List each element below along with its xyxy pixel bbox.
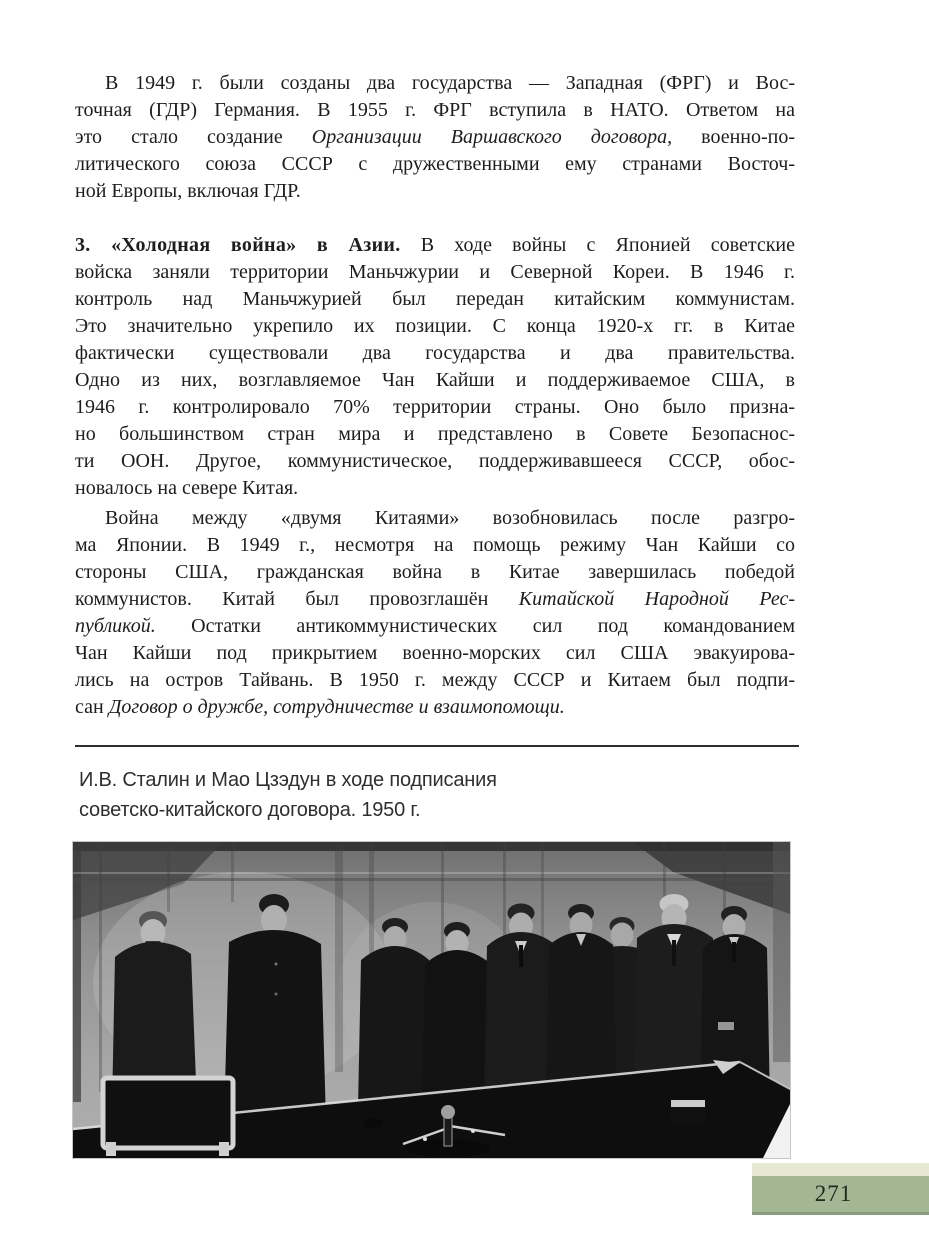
- text-line: но большинством стран мира и представлено в Совете Безопаснос-: [75, 423, 795, 445]
- page-number-box: [752, 1163, 929, 1218]
- text-line: Одно из них, возглавляемое Чан Кайши и поддерживаемое США, в: [75, 369, 795, 391]
- treaty-signing-photo: [73, 842, 790, 1158]
- page-number: 271: [814, 1181, 853, 1206]
- chair: [103, 1078, 233, 1156]
- text-line: ной Европы, включая ГДР.: [75, 180, 301, 202]
- text-line: сан Договор о дружбе, сотрудничестве и взаимопомощи.: [75, 696, 565, 718]
- text-line: лись на остров Тайвань. В 1950 г. между СССР и Китаем был подпи-: [75, 669, 795, 691]
- text-line: контроль над Маньчжурией был передан китайским коммунистам.: [75, 288, 795, 310]
- page-number-box-body: [752, 1176, 929, 1215]
- text-line: Война между «двумя Китаями» возобновилась после разгро-: [105, 507, 795, 529]
- photo-caption: [79, 765, 497, 825]
- text-line: точная (ГДР) Германия. В 1955 г. ФРГ вступила в НАТО. Ответом на: [75, 99, 795, 121]
- text-line: 3. «Холодная война» в Азии. В ходе войны с Японией советские: [75, 234, 795, 256]
- text-line: коммунистов. Китай был провозглашён Китайской Народной Рес-: [75, 588, 795, 610]
- text-line: Чан Кайши под прикрытием военно-морских сил США эвакуирова-: [75, 642, 795, 664]
- text-line: ма Японии. В 1949 г., несмотря на помощь режиму Чан Кайши со: [75, 534, 795, 556]
- text-line: Это значительно укрепило их позиции. С конца 1920-х гг. в Китае: [75, 315, 795, 337]
- text-line: ти ООН. Другое, коммунистическое, поддерживавшееся СССР, обос-: [75, 450, 795, 472]
- text-line: 1946 г. контролировало 70% территории страны. Оно было призна-: [75, 396, 795, 418]
- text-line: публикой. Остатки антикоммунистических сил под командованием: [75, 615, 795, 637]
- caption-divider: [75, 745, 799, 747]
- text-line: новалось на севере Китая.: [75, 477, 299, 499]
- text-line: стороны США, гражданская война в Китае завершилась победой: [75, 561, 795, 583]
- page-number-box-top-strip: [752, 1163, 929, 1176]
- paragraph-two-chinas: [75, 505, 795, 721]
- paragraph-cold-war-asia: [75, 232, 795, 502]
- stalin-mao-treaty-signing-photo: [73, 842, 790, 1158]
- caption-line: И.В. Сталин и Мао Цзэдун в ходе подписания: [79, 769, 497, 791]
- caption-line: советско-китайского договора. 1950 г.: [79, 799, 421, 821]
- paragraph-germany: [75, 70, 795, 205]
- text-line: В 1949 г. были созданы два государства — Западная (ФРГ) и Вос-: [105, 72, 795, 94]
- text-line: войска заняли территории Маньчжурии и Северной Кореи. В 1946 г.: [75, 261, 795, 283]
- text-line: это стало создание Организации Варшавского договора, военно-по-: [75, 126, 795, 148]
- text-line: фактически существовали два государства и два правительства.: [75, 342, 795, 364]
- text-line: литического союза СССР с дружественными ему странами Восточ-: [75, 153, 795, 175]
